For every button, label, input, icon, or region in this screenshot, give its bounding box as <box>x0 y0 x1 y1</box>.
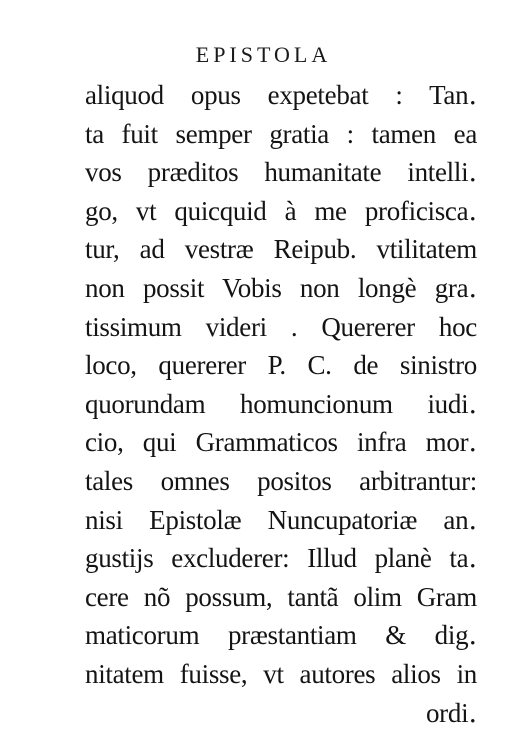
text-line: maticorum præstantiam & dig․ <box>85 620 477 651</box>
text-line: non possit Vobis non longè gra․ <box>85 272 477 303</box>
text-line: loco, quererer P. C. de sinistro <box>85 350 477 381</box>
text-block <box>85 76 477 732</box>
text-line: tales omnes positos arbitrantur: <box>85 465 477 496</box>
text-line: quorundam homuncionum iudi․ <box>85 388 477 419</box>
text-line: go, vt quicquid à me proficisca․ <box>85 195 477 226</box>
text-line: nisi Epistolæ Nuncupatoriæ an․ <box>85 504 477 535</box>
text-line: nitatem fuisse, vt autores alios in <box>85 658 477 689</box>
text-line: tur, ad vestræ Reipub. vtilitatem <box>85 234 477 265</box>
text-line: gustijs excluderer: Illud planè ta․ <box>85 543 477 574</box>
running-head: EPISTOLA <box>195 42 332 67</box>
text-line: vos præditos humanitate intelli․ <box>85 157 477 188</box>
catchword: ordi․ <box>425 697 477 728</box>
text-line: ta fuit semper gratia : tamen ea <box>85 118 477 149</box>
text-line: tissimum videri . Quererer hoc <box>85 311 477 342</box>
text-line: cio, qui Grammaticos infra mor․ <box>85 427 477 458</box>
text-line: cere nõ possum, tantã olim Gram <box>85 581 477 612</box>
text-line: aliquod opus expetebat : Tan․ <box>85 80 477 110</box>
